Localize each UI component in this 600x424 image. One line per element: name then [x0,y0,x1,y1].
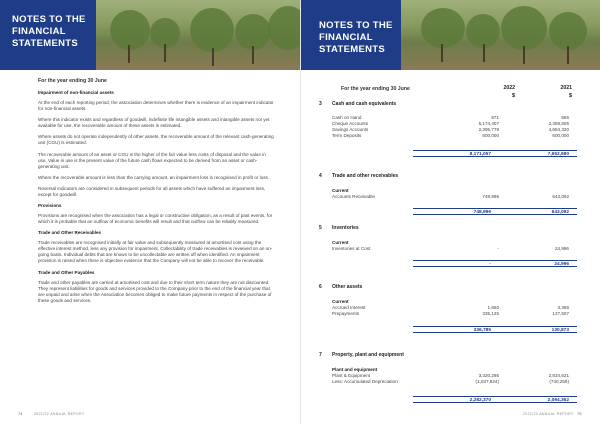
section-total: 748,996 643,092 [413,208,577,215]
heading-provisions: Provisions [38,203,62,209]
table-row: Accrued Interest 1,660 3,366 [332,305,569,310]
heading-payables: Trade and Other Payables [38,269,95,275]
page-number: 74 [18,411,23,416]
note-impairment [38,90,274,309]
subheading: Plant and equipment [332,367,378,372]
subheading: Current [332,240,349,245]
financial-notes [301,0,600,424]
section-total: 336,785 130,873 [413,326,577,333]
banner-title: NOTES TO THE FINANCIAL STATEMENTS [12,14,86,49]
paragraph: Where this indicator exists and regardless of goodwill, indefinite life intangible assets and intangible assets not yet available for use, the recoverable amount of these assets is estimated. [38,117,270,129]
paragraph: Reversal indicators are considered in subsequent periods for all assets which have suffered an impairment loss, except for goodwill. [38,185,266,197]
heading-impairment: Impairment of non-financial assets [38,90,114,95]
section-total: 8,171,057 7,652,980 [413,150,577,157]
table-row: Less: Accumulated Depreciation (1,037,924) (740,259) [332,379,569,384]
right-page [300,0,600,424]
paragraph: At the end of each reporting period, the association determines whether there is evidence of an impairment indicator for non-financial assets. [38,100,274,111]
section-number: 5 [319,225,322,231]
table-row: Inventories at Cost - 24,996 [332,246,569,251]
banner-title-box [0,0,96,70]
section-title: Property, plant and equipment [332,352,404,358]
year-header: For the year ending 30 June [38,78,107,84]
section-number: 3 [319,101,322,107]
paragraph: Where assets do not operate independently of other assets, the recoverable amount of the relevant cash-generating unit (CGU) is estimated. [38,134,274,146]
paragraph: Where the recoverable amount is less than the carrying amount, an impairment loss is recognised in profit or loss. [38,174,270,180]
subheading: Current [332,188,349,193]
paragraph: Trade and other payables are carried at amortised cost and due to their short term nature they are not discounted. They represent liabilities for goods and services provided to the Company prior to the end of the financial year that are unpaid and arise when the Association becomes obliged to make future payments in respect of the purchase of these goods and services. [38,279,272,303]
table-row: Cheque Accounts 5,174,407 2,368,805 [332,121,569,126]
year-header: For the year ending 30 June [341,86,410,92]
section-number: 7 [319,352,322,358]
currency-2021: $ [569,93,572,99]
table-row: Savings Accounts 2,395,779 4,684,320 [332,127,569,132]
section-title: Inventories [332,225,359,231]
banner-title: NOTES TO THE FINANCIAL STATEMENTS [319,20,393,55]
currency-2022: $ [512,93,515,99]
left-banner [0,0,300,70]
paragraph: The recoverable amount of an asset or CGU is the higher of the fair value less costs of disposal and the value in use. Value in use is the present value of the future cash flows expected to be derived from an asset or cash-generating unit. [38,151,266,169]
section-number: 4 [319,173,322,179]
heading-receivables: Trade and Other Receivables [38,230,102,236]
section-title: Other assets [332,284,363,290]
column-header-2021: 2021 [560,85,572,91]
section-title: Trade and other receivables [332,173,399,179]
footer-text: 2021/22 ANNUAL REPORT [523,412,574,416]
paragraph: Provisions are recognised when the association has a legal or constructive obligation, as a result of past events, for which it is probable that an outflow of economic benefits will result and that outflow can be reliably measured. [38,213,273,225]
section-number: 6 [319,284,322,290]
table-row: Accounts Receivable 748,996 643,092 [332,194,569,199]
table-row: Plant & Equipment 3,320,295 2,834,621 [332,373,569,378]
paragraph: Trade receivables are recognised initially at fair value and subsequently measured at amortised cost using the effective interest method, less any provision for impairment. Collectability of trade receivables is reviewed on an on-going basis. Individual debts that are known to be uncollectable are written off when identified. An impairment provision is raised when there is objective evidence that the Company will not be able to recover the receivable. [38,240,273,264]
footer-text: 2021/22 ANNUAL REPORT [34,412,85,416]
page-number: 75 [577,411,582,416]
section-total: - 24,996 [413,260,577,267]
table-row: Prepayments 335,125 127,507 [332,311,569,316]
section-title: Cash and cash equivalents [332,101,397,107]
column-header-2022: 2022 [503,85,515,91]
table-row: Term Deposits 600,000 600,000 [332,133,569,138]
section-total: 2,282,370 2,094,362 [413,396,577,403]
table-row: Cash on Hand 871 855 [332,115,569,120]
subheading: Current [332,299,349,304]
